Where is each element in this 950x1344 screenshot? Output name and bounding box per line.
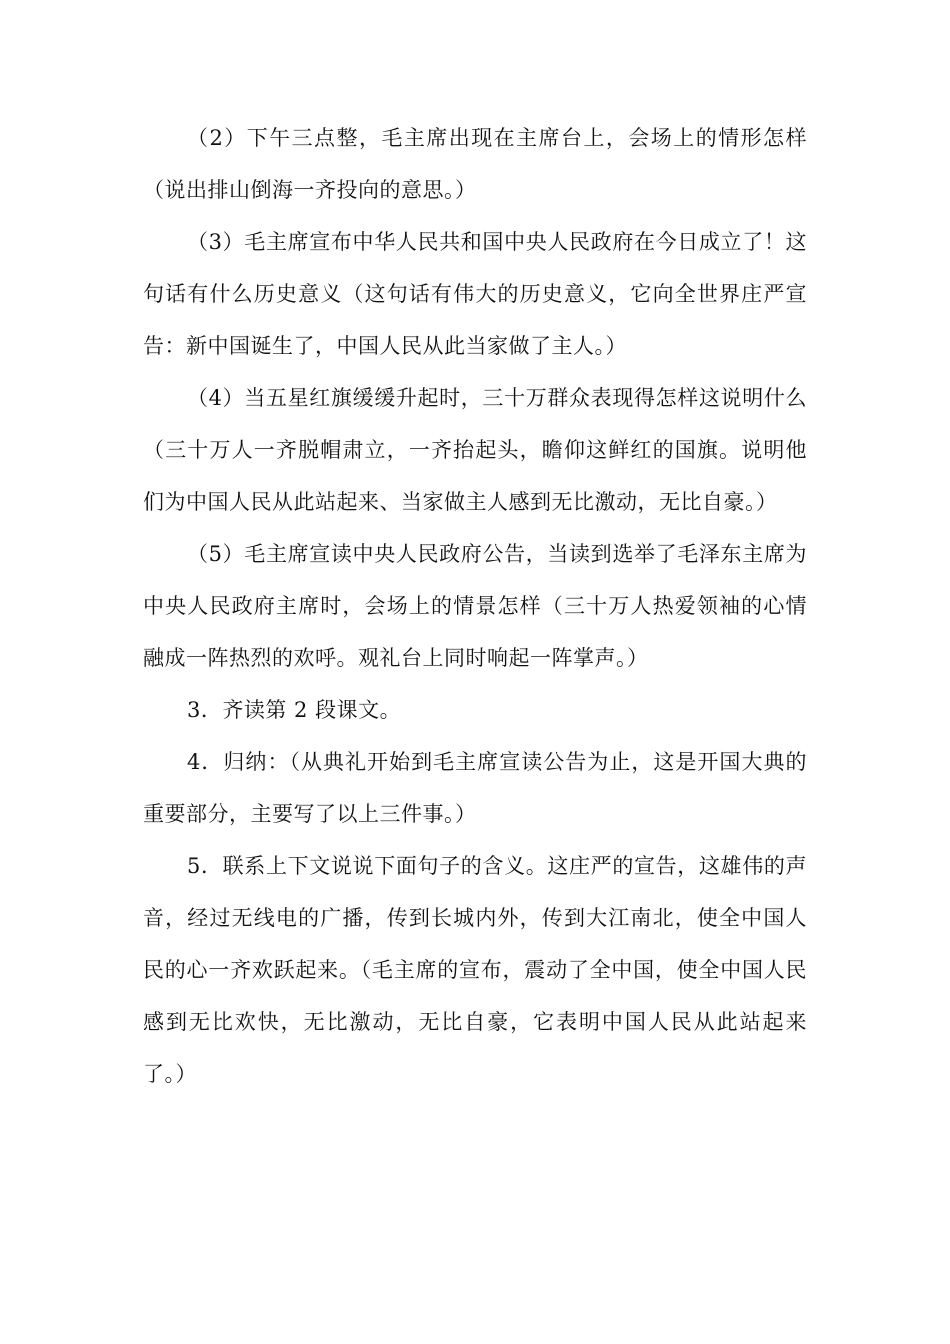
paragraph-step-3: 3．齐读第 2 段课文。 xyxy=(187,698,402,722)
paragraph-step-5: 5．联系上下文说说下面句子的含义。这庄严的宣告，这雄伟的声音，经过无线电的广播，传到长城内外，传到大江南北，使全中国人民的心一齐欢跃起来。（毛主席的宣布，震动了全中国，使全中国人民感到无比欢快，无比激动，无比自豪，它表明中国人民从此站起来了。） xyxy=(143,854,807,1086)
paragraph-question-4: （4）当五星红旗缓缓升起时，三十万群众表现得怎样这说明什么（三十万人一齐脱帽肃立，一齐抬起头，瞻仰这鲜红的国旗。说明他们为中国人民从此站起来、当家做主人感到无比激动，无比自豪。） xyxy=(143,386,807,514)
document-body xyxy=(143,112,807,1100)
paragraph-step-4: 4．归纳：（从典礼开始到毛主席宣读公告为止，这是开国大典的重要部分，主要写了以上三件事。） xyxy=(143,750,807,826)
paragraph-question-3: （3）毛主席宣布中华人民共和国中央人民政府在今日成立了！这句话有什么历史意义（这句话有伟大的历史意义，它向全世界庄严宣告：新中国诞生了，中国人民从此当家做了主人。） xyxy=(143,230,807,358)
paragraph-question-5: （5）毛主席宣读中央人民政府公告，当读到选举了毛泽东主席为中央人民政府主席时，会场上的情景怎样（三十万人热爱领袖的心情融成一阵热烈的欢呼。观礼台上同时响起一阵掌声。） xyxy=(143,542,807,670)
paragraph-question-2: （2）下午三点整，毛主席出现在主席台上，会场上的情形怎样（说出排山倒海一齐投向的意思。） xyxy=(143,126,807,202)
